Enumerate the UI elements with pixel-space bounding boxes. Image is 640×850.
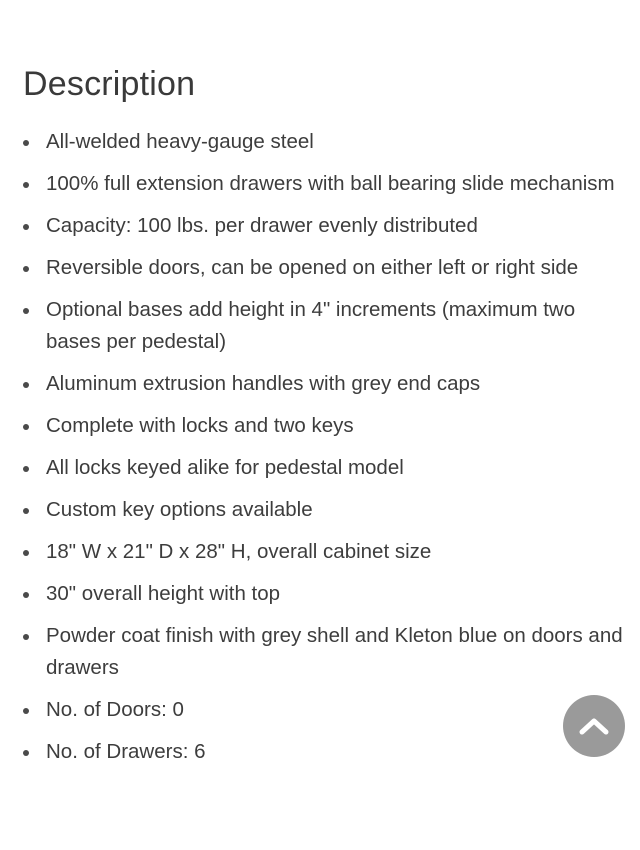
list-item-text: All locks keyed alike for pedestal model [46, 456, 404, 479]
list-item-text: 100% full extension drawers with ball bearing slide mechanism [46, 172, 615, 195]
list-item [23, 736, 623, 768]
list-item-text: Complete with locks and two keys [46, 414, 354, 437]
scroll-to-top-button[interactable] [563, 695, 625, 757]
bullet-icon [23, 466, 29, 472]
list-item [23, 368, 623, 400]
bullet-icon [23, 592, 29, 598]
list-item-text: Aluminum extrusion handles with grey end caps [46, 372, 481, 395]
bullet-icon [23, 140, 29, 146]
list-item-text: Powder coat finish with grey shell and Kleton blue on doors and drawers [46, 624, 623, 679]
list-item-text: 30" overall height with top [46, 582, 281, 605]
list-item-text: Capacity: 100 lbs. per drawer evenly distributed [46, 214, 478, 237]
chevron-up-icon [579, 717, 609, 735]
bullet-icon [23, 224, 29, 230]
list-item [23, 452, 623, 484]
list-item-text: No. of Doors: 0 [46, 698, 184, 721]
list-item [23, 494, 623, 526]
bullet-icon [23, 182, 29, 188]
list-item [23, 620, 623, 684]
list-item [23, 210, 623, 242]
list-item-text: All-welded heavy-gauge steel [46, 130, 314, 153]
bullet-icon [23, 308, 29, 314]
bullet-icon [23, 550, 29, 556]
bullet-icon [23, 634, 29, 640]
section-title: Description [23, 65, 196, 103]
list-item-text: Reversible doors, can be opened on either left or right side [46, 256, 579, 279]
list-item-text: No. of Drawers: 6 [46, 740, 206, 763]
description-section [23, 60, 623, 778]
list-item-text: Optional bases add height in 4" increments (maximum two bases per pedestal) [46, 298, 576, 353]
list-item [23, 536, 623, 568]
list-item-text: 18" W x 21" D x 28" H, overall cabinet size [46, 540, 432, 563]
list-item [23, 578, 623, 610]
feature-list [23, 126, 623, 768]
list-item [23, 410, 623, 442]
bullet-icon [23, 508, 29, 514]
bullet-icon [23, 750, 29, 756]
list-item [23, 294, 623, 358]
bullet-icon [23, 382, 29, 388]
list-item-text: Custom key options available [46, 498, 313, 521]
bullet-icon [23, 424, 29, 430]
list-item [23, 126, 623, 158]
list-item [23, 694, 623, 726]
list-item [23, 252, 623, 284]
bullet-icon [23, 708, 29, 714]
bullet-icon [23, 266, 29, 272]
list-item [23, 168, 623, 200]
